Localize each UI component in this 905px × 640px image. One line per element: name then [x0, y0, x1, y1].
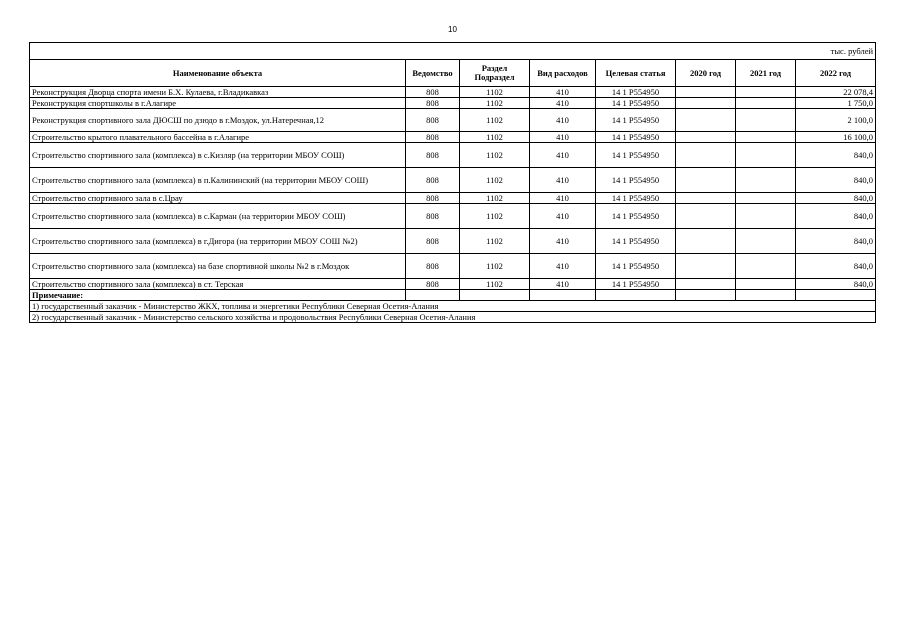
- object-name: Строительство крытого плавательного бассейна в г.Алагире: [30, 132, 406, 143]
- expense-type-code: 410: [530, 204, 596, 229]
- target-article-code: 14 1 P554950: [596, 193, 676, 204]
- amount-2020: [676, 229, 736, 254]
- section-code: 1102: [460, 98, 530, 109]
- department-code: 808: [406, 193, 460, 204]
- table-row: [30, 98, 876, 109]
- object-name: Строительство спортивного зала (комплекса) в с.Карман (на территории МБОУ СОШ): [30, 204, 406, 229]
- object-name: Строительство спортивного зала в с.Црау: [30, 193, 406, 204]
- section-code: 1102: [460, 279, 530, 290]
- section-code: 1102: [460, 132, 530, 143]
- section-code: 1102: [460, 87, 530, 98]
- header-department: Ведомство: [406, 60, 460, 87]
- department-code: 808: [406, 254, 460, 279]
- table-row: [30, 143, 876, 168]
- header-2020: 2020 год: [676, 60, 736, 87]
- section-code: 1102: [460, 109, 530, 132]
- amount-2020: [676, 143, 736, 168]
- target-article-code: 14 1 P554950: [596, 87, 676, 98]
- amount-2020: [676, 109, 736, 132]
- table-row: [30, 168, 876, 193]
- amount-2020: [676, 254, 736, 279]
- amount-2021: [736, 98, 796, 109]
- amount-2021: [736, 143, 796, 168]
- table-row: [30, 132, 876, 143]
- amount-2021: [736, 229, 796, 254]
- table-row: [30, 109, 876, 132]
- target-article-code: 14 1 P554950: [596, 229, 676, 254]
- amount-2022: 840,0: [796, 204, 876, 229]
- header-row: [30, 60, 876, 87]
- department-code: 808: [406, 98, 460, 109]
- expense-type-code: 410: [530, 279, 596, 290]
- note-row: [30, 312, 876, 323]
- amount-2020: [676, 204, 736, 229]
- section-code: 1102: [460, 254, 530, 279]
- amount-2021: [736, 132, 796, 143]
- header-2022: 2022 год: [796, 60, 876, 87]
- department-code: 808: [406, 229, 460, 254]
- department-code: 808: [406, 168, 460, 193]
- amount-2020: [676, 193, 736, 204]
- amount-2020: [676, 87, 736, 98]
- table-row: [30, 193, 876, 204]
- amount-2022: 840,0: [796, 143, 876, 168]
- expense-type-code: 410: [530, 109, 596, 132]
- department-code: 808: [406, 132, 460, 143]
- department-code: 808: [406, 204, 460, 229]
- amount-2021: [736, 168, 796, 193]
- header-expense-type: Вид расходов: [530, 60, 596, 87]
- target-article-code: 14 1 P554950: [596, 204, 676, 229]
- amount-2022: 1 750,0: [796, 98, 876, 109]
- target-article-code: 14 1 P554950: [596, 109, 676, 132]
- amount-2022: 840,0: [796, 279, 876, 290]
- amount-2020: [676, 132, 736, 143]
- department-code: 808: [406, 109, 460, 132]
- target-article-code: 14 1 P554950: [596, 132, 676, 143]
- header-name: Наименование объекта: [30, 60, 406, 87]
- section-code: 1102: [460, 193, 530, 204]
- expense-type-code: 410: [530, 229, 596, 254]
- amount-2021: [736, 279, 796, 290]
- table-row: [30, 279, 876, 290]
- amount-2021: [736, 254, 796, 279]
- amount-2022: 22 078,4: [796, 87, 876, 98]
- table-row: [30, 87, 876, 98]
- section-code: 1102: [460, 143, 530, 168]
- target-article-code: 14 1 P554950: [596, 98, 676, 109]
- target-article-code: 14 1 P554950: [596, 168, 676, 193]
- amount-2021: [736, 109, 796, 132]
- object-name: Реконструкция Дворца спорта имени Б.Х. Кулаева, г.Владикавказ: [30, 87, 406, 98]
- amount-2020: [676, 168, 736, 193]
- object-name: Строительство спортивного зала (комплекса) на базе спортивной школы №2 в г.Моздок: [30, 254, 406, 279]
- object-name: Строительство спортивного зала (комплекса) в ст. Терская: [30, 279, 406, 290]
- header-2021: 2021 год: [736, 60, 796, 87]
- amount-2021: [736, 204, 796, 229]
- expense-type-code: 410: [530, 87, 596, 98]
- amount-2022: 840,0: [796, 168, 876, 193]
- amount-2021: [736, 87, 796, 98]
- header-section: Раздел Подраздел: [460, 60, 530, 87]
- expense-type-code: 410: [530, 143, 596, 168]
- unit-row: [30, 43, 876, 60]
- amount-2020: [676, 279, 736, 290]
- target-article-code: 14 1 P554950: [596, 143, 676, 168]
- section-code: 1102: [460, 229, 530, 254]
- department-code: 808: [406, 279, 460, 290]
- amount-2022: 840,0: [796, 229, 876, 254]
- note-item: 1) государственный заказчик - Министерство ЖКХ, топлива и энергетики Республики Северная Осетия-Алания: [30, 301, 876, 312]
- target-article-code: 14 1 P554950: [596, 279, 676, 290]
- budget-table: [29, 42, 876, 323]
- note-row: [30, 301, 876, 312]
- target-article-code: 14 1 P554950: [596, 254, 676, 279]
- notes-title: Примечание:: [30, 290, 406, 301]
- page-number: 10: [448, 25, 457, 34]
- object-name: Строительство спортивного зала (комплекса) в г.Дигора (на территории МБОУ СОШ №2): [30, 229, 406, 254]
- expense-type-code: 410: [530, 193, 596, 204]
- amount-2022: 16 100,0: [796, 132, 876, 143]
- object-name: Строительство спортивного зала (комплекса) в с.Кизляр (на территории МБОУ СОШ): [30, 143, 406, 168]
- expense-type-code: 410: [530, 98, 596, 109]
- section-code: 1102: [460, 168, 530, 193]
- expense-type-code: 410: [530, 132, 596, 143]
- department-code: 808: [406, 87, 460, 98]
- table-row: [30, 229, 876, 254]
- object-name: Реконструкция спортивного зала ДЮСШ по дзюдо в г.Моздок, ул.Натеречная,12: [30, 109, 406, 132]
- amount-2022: 840,0: [796, 254, 876, 279]
- header-target-article: Целевая статья: [596, 60, 676, 87]
- table-row: [30, 254, 876, 279]
- department-code: 808: [406, 143, 460, 168]
- object-name: Строительство спортивного зала (комплекса) в п.Калининский (на территории МБОУ СОШ): [30, 168, 406, 193]
- amount-2022: 840,0: [796, 193, 876, 204]
- table-row: [30, 204, 876, 229]
- unit-label: тыс. рублей: [30, 43, 876, 60]
- amount-2021: [736, 193, 796, 204]
- expense-type-code: 410: [530, 254, 596, 279]
- object-name: Реконструкция спортшколы в г.Алагире: [30, 98, 406, 109]
- section-code: 1102: [460, 204, 530, 229]
- note-item: 2) государственный заказчик - Министерство сельского хозяйства и продовольствия Республики Северная Осетия-Алания: [30, 312, 876, 323]
- expense-type-code: 410: [530, 168, 596, 193]
- amount-2020: [676, 98, 736, 109]
- notes-title-row: [30, 290, 876, 301]
- amount-2022: 2 100,0: [796, 109, 876, 132]
